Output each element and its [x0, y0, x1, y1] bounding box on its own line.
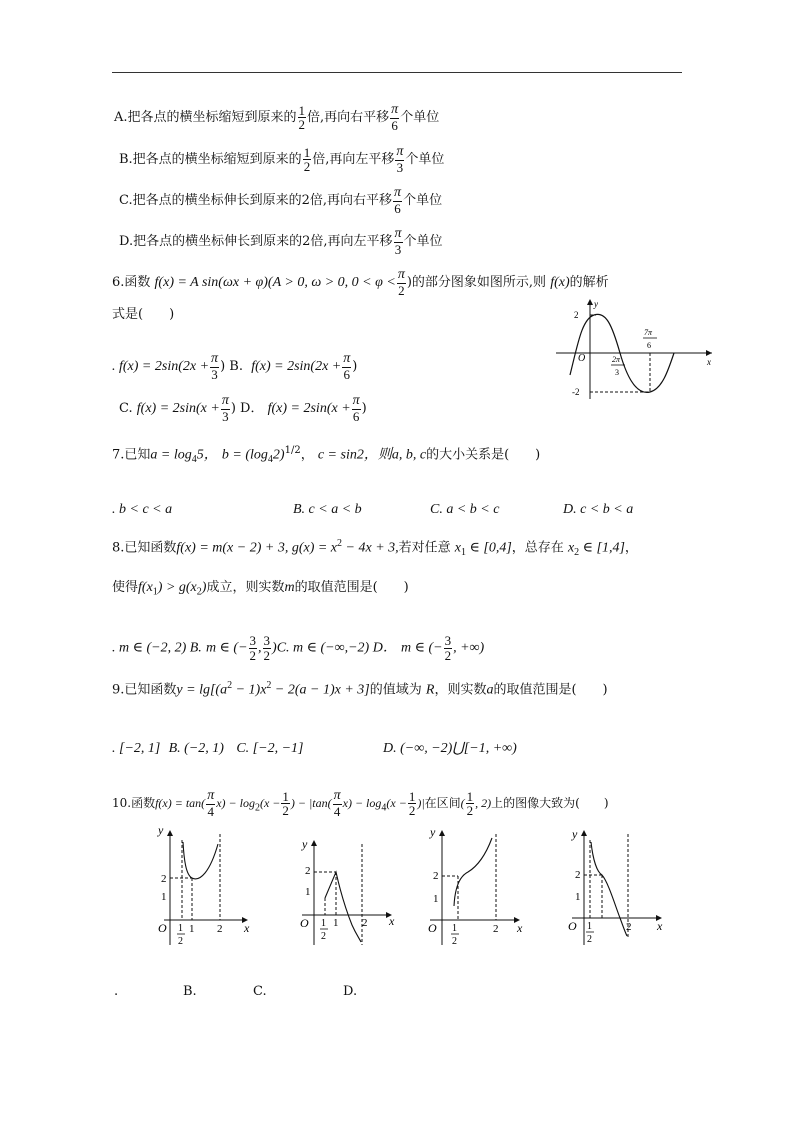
q10-stem: 10.函数f(x) = tan( $\frac{\pi}{4}$ $x) - \log_2(x$ − $\frac{1}{2}$ ) − |tan( $\frac{\pi}{4}$ $x) - \log_4(x$ − $\frac{1}{2}$ )|在区间( $\frac{1}{2}$ , 2)上的图像大致为( ) [112, 788, 609, 819]
x-tick-half-num: 1 [587, 921, 592, 932]
y-tick-1: 1 [433, 893, 439, 905]
origin-label: O [578, 353, 586, 364]
x-label: x [517, 921, 523, 935]
q7-option-b: B. c < a < b [293, 502, 362, 517]
fraction: $\frac{3}{2}$ [249, 633, 257, 663]
q9-stem: 9.已知函数$y = \lg[(a^2 - 1)x^2 - 2(a - 1)x + 3]$的值域为 R，则实数a的取值范围是( ) [112, 680, 608, 698]
x-tick-1: 1 [333, 917, 339, 929]
q6-options-cd: C. f(x) = 2sin(x + $\frac{\pi}{3}$ ) D． f(x) = 2sin(x + $\frac{\pi}{6}$ ) [119, 393, 367, 424]
q6-sine-graph [550, 295, 720, 405]
x-tick-2: 2 [493, 923, 499, 935]
y-arrow-icon [167, 830, 173, 836]
q10-graph-a [148, 820, 258, 955]
fraction: $\frac{1}{2}$ [466, 788, 474, 819]
q9-options: . [−2, 1] B. (−2, 1) C. [−2, −1] [112, 741, 304, 756]
q7-option-c: C. a < b < c [430, 502, 500, 517]
q10-label-b: B. [183, 984, 197, 999]
q8-stem-line2: 使得$f(x_1) > g(x_2)$成立，则实数m的取值范围是( ) [112, 580, 409, 598]
origin-label: O [428, 921, 437, 935]
y-axis-arrow-icon [587, 299, 593, 305]
fraction: $\frac{\pi}{4}$ [207, 788, 215, 819]
fraction: $\frac{3}{2}$ [444, 633, 452, 663]
y-tick-1: 1 [305, 886, 311, 898]
q10-graph-d [562, 820, 672, 955]
x-tick-2: 2 [362, 917, 368, 929]
fraction: $\frac{\pi}{3}$ [394, 226, 402, 257]
q7-option-a: . b < c < a [112, 502, 173, 517]
y-tick-2: 2 [305, 865, 311, 877]
q7-option-d: D. c < b < a [563, 502, 634, 517]
y-tick-top: 2 [574, 310, 579, 320]
tick-7pi6-den: 6 [647, 341, 651, 350]
fraction: $\frac{\pi}{6}$ [391, 102, 399, 133]
x-tick-half-num: 1 [178, 923, 183, 934]
fraction: $\frac{\pi}{6}$ [394, 185, 402, 216]
fraction: $\frac{\pi}{6}$ [343, 351, 351, 382]
x-tick-half-den: 2 [178, 936, 183, 947]
y-arrow-icon [439, 830, 445, 836]
y-tick-bottom: -2 [572, 387, 580, 397]
y-arrow-icon [311, 840, 317, 846]
x-axis-arrow-icon [706, 350, 712, 356]
q5-option-d: D.把各点的横坐标伸长到原来的2倍,再向左平移 $\frac{\pi}{3}$ 个单位 [119, 226, 443, 257]
fraction: $\frac{1}{2}$ [282, 788, 289, 819]
header-rule [112, 72, 682, 73]
x-tick-2: 2 [217, 923, 223, 935]
x-tick-half-den: 2 [587, 934, 592, 945]
q7-stem: 7.已知$a = \log_45$， $b = (\log_42)^{1/2}$， c = sin2，则a, b, c的大小关系是( ) [112, 445, 541, 465]
fraction: $\frac{\pi}{3}$ [211, 351, 219, 382]
x-tick-half-den: 2 [452, 936, 457, 947]
tick-2pi3-den: 3 [615, 368, 619, 377]
x-label: x [707, 357, 711, 367]
fraction: $\frac{3}{2}$ [263, 633, 271, 663]
q8-stem: 8.已知函数f(x) = m(x − 2) + 3, $g(x) = x^2 - 4x + 3$,若对任意 $x_1$ ∈ [0,4]，总存在 $x_2$ ∈ [1,4]， [112, 538, 638, 558]
fraction: $\frac{\pi}{2}$ [397, 267, 405, 298]
q6-options-ab: . f(x) = 2sin(2x + $\frac{\pi}{3}$ ) B. f(x) = 2sin(2x + $\frac{\pi}{6}$ ) [112, 351, 358, 382]
y-tick-1: 1 [161, 891, 167, 903]
tick-2pi3-num: 2π [612, 355, 621, 364]
q10-graph-c [420, 820, 530, 955]
fraction: $\frac{\pi}{4}$ [333, 788, 341, 819]
fraction: $\frac{1}{2}$ [303, 144, 311, 175]
y-tick-2: 2 [433, 870, 439, 882]
y-label: y [572, 827, 578, 841]
fraction: $\frac{1}{2}$ [298, 102, 306, 133]
origin-label: O [568, 919, 577, 933]
x-label: x [657, 919, 663, 933]
origin-label: O [300, 916, 309, 930]
fraction: $\frac{1}{2}$ [408, 788, 416, 819]
y-tick-1: 1 [575, 891, 581, 903]
tick-7pi6-num: 7π [644, 328, 653, 337]
fraction: $\frac{\pi}{6}$ [352, 393, 360, 424]
q5-option-c: C.把各点的横坐标伸长到原来的2倍,再向右平移 $\frac{\pi}{6}$ 个单位 [119, 185, 443, 216]
x-tick-1: 1 [189, 923, 195, 935]
y-arrow-icon [581, 830, 587, 836]
q9-option-d: D. (−∞, −2)⋃[−1, +∞) [383, 741, 517, 756]
fraction: $\frac{\pi}{3}$ [396, 144, 404, 175]
x-tick-half-den: 2 [321, 931, 326, 942]
x-label: x [389, 914, 395, 928]
q10-label-d: D. [343, 984, 358, 999]
x-tick-2: 2 [626, 921, 632, 933]
q6-stem: 6.函数 f(x) = A sin(ωx + φ)(A > 0, ω > 0, 0 < φ < $\frac{\pi}{2}$ )的部分图象如图所示,则 f(x)的解析 [112, 267, 609, 298]
y-tick-2: 2 [161, 873, 167, 885]
y-label: y [430, 825, 436, 839]
q10-graph-b [292, 830, 402, 955]
x-tick-half-num: 1 [321, 918, 326, 929]
origin-label: O [158, 921, 167, 935]
y-tick-2: 2 [575, 869, 581, 881]
y-label: y [302, 837, 308, 851]
q6-stem-line2: 式是( ) [112, 307, 175, 322]
fraction: $\frac{\pi}{3}$ [221, 393, 229, 424]
q10-label-c: C. [253, 984, 267, 999]
q8-options: . m ∈ (−2, 2) B. m ∈ (− $\frac{3}{2}$ , $\frac{3}{2}$ )C. m ∈ (−∞,−2) D． m ∈ (− $\frac{3}{2}$ , +∞) [112, 633, 485, 663]
q10-label-a: . [114, 984, 119, 999]
y-label: y [594, 299, 598, 309]
q5-option-b: B.把各点的横坐标缩短到原来的 $\frac{1}{2}$ 倍,再向左平移 $\frac{\pi}{3}$ 个单位 [119, 144, 445, 175]
y-label: y [158, 823, 164, 837]
x-label: x [244, 921, 250, 935]
x-tick-half-num: 1 [452, 923, 457, 934]
q5-option-a: A.把各点的横坐标缩短到原来的 $\frac{1}{2}$ 倍,再向右平移 $\frac{\pi}{6}$ 个单位 [114, 102, 440, 133]
